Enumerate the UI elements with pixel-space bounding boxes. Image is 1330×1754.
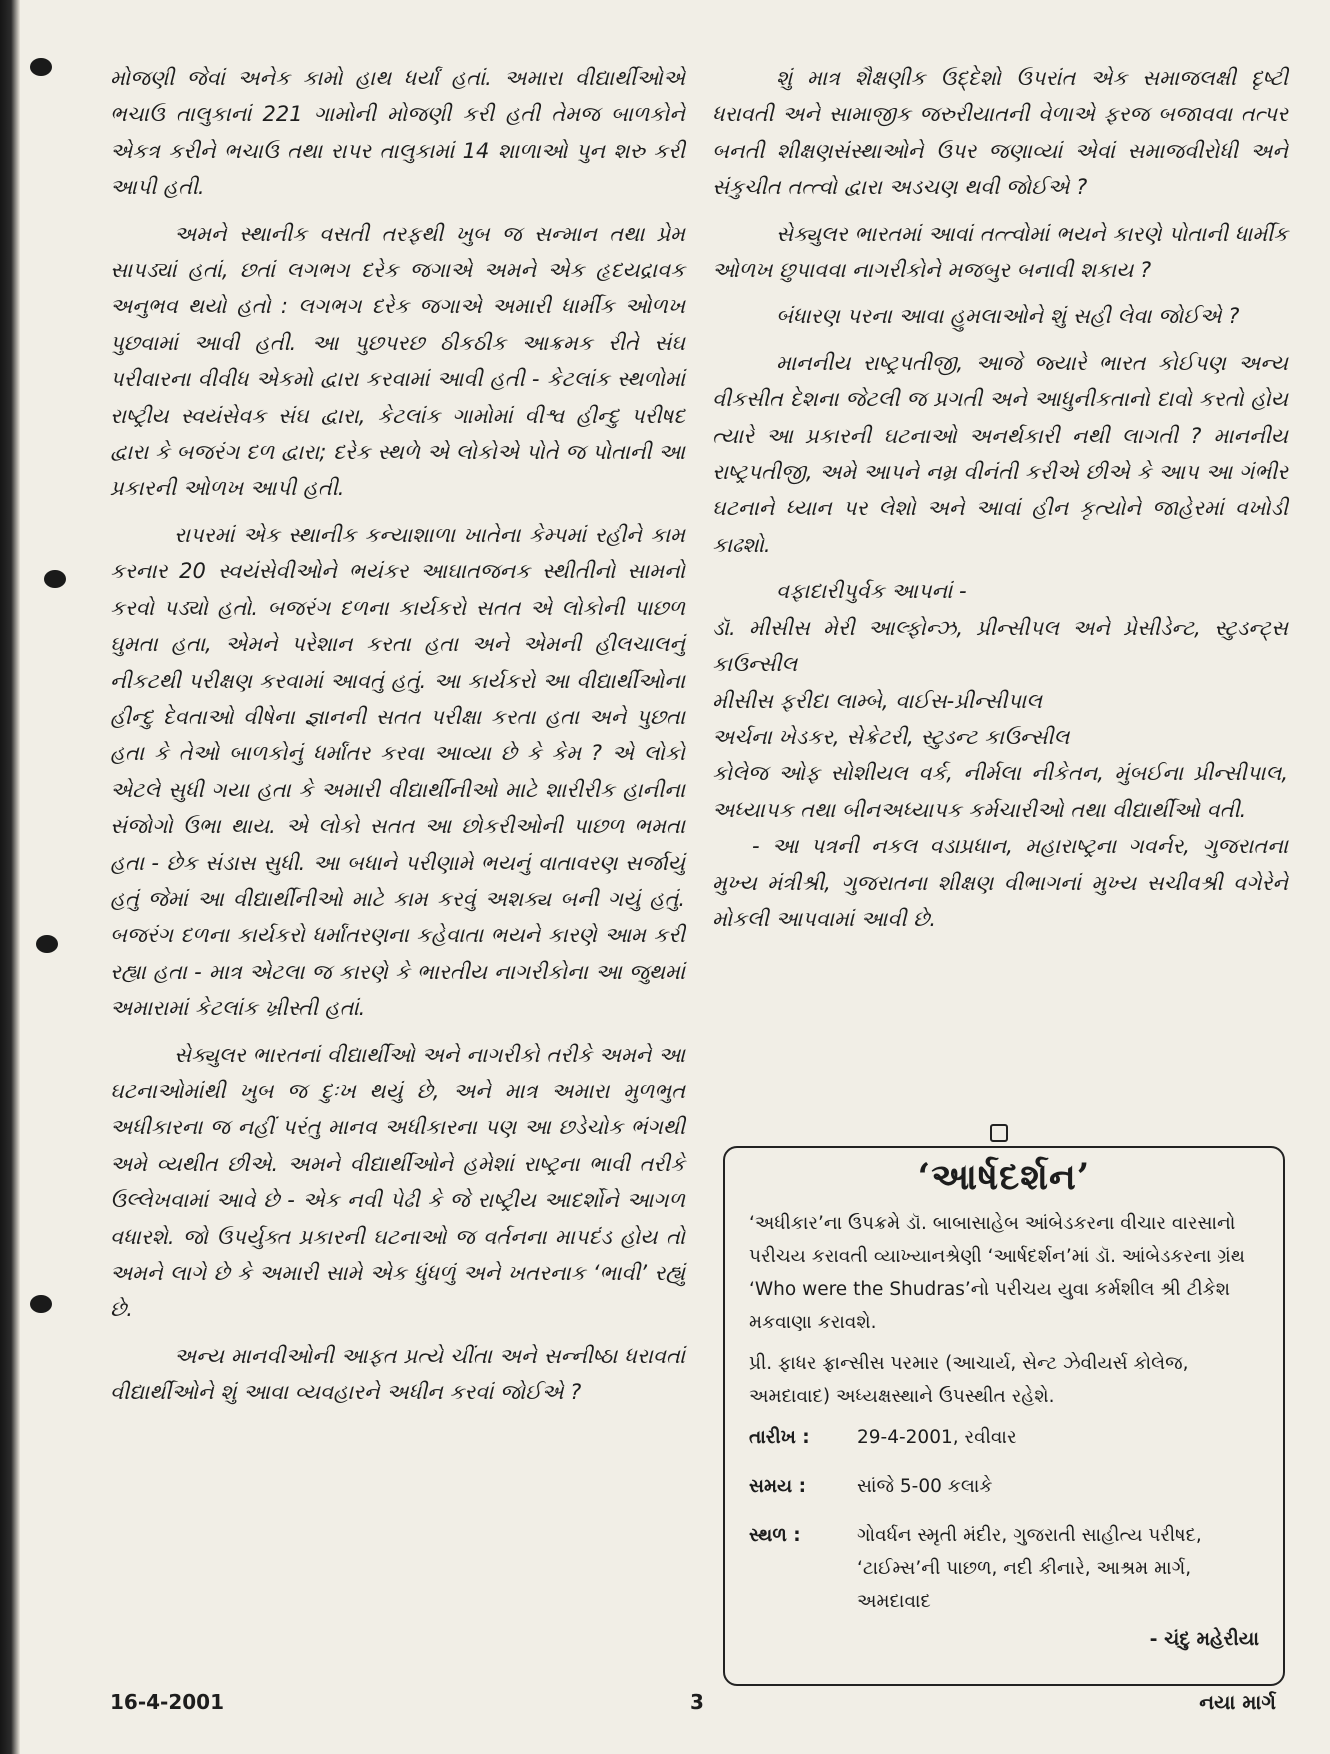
event-date-value: 29-4-2001, રવીવાર [857, 1427, 1017, 1448]
punch-hole-mark [44, 570, 66, 588]
punch-hole-mark [36, 935, 58, 953]
signatory-line: મીસીસ ફરીદા લામ્બે, વાઈસ-પ્રીન્સીપાલ [712, 688, 1043, 713]
page-binding-edge [0, 0, 20, 1754]
event-place-label: સ્થળ : [749, 1525, 801, 1546]
body-paragraph: બંધારણ પરના આવા હુમલાઓને શું સહી લેવા જોઈએ ? [776, 304, 1240, 329]
left-column [110, 60, 685, 1421]
body-paragraph: શું માત્ર શૈક્ષણીક ઉદ્દેશો ઉપરાંત એક સમાજલક્ષી દૃષ્ટી ધરાવતી અને સામાજીક જરુરીયાતની વેળાએ ફરજ બજાવવા તત્પર બનતી શીક્ષણસંસ્થાઓને ઉપર જણાવ્યાં એવાં સમાજવીરોધી અને સંકુચીત તત્ત્વો દ્વારા અડચણ થવી જોઈએ ? [712, 66, 1288, 200]
body-paragraph: અમને સ્થાનીક વસતી તરફથી ખુબ જ સન્માન તથા પ્રેમ સાપડ્યાં હતાં, છતાં લગભગ દરેક જગાએ અમને એક હૃદયદ્રાવક અનુભવ થયો હતો : લગભગ દરેક જગાએ અમારી ધાર્મીક ઓળખ પુછવામાં આવી હતી. આ પુછપરછ ઠીકઠીક આક્રમક રીતે સંઘ પરીવારના વીવીધ એકમો દ્વારા કરવામાં આવી હતી - કેટલાંક સ્થળોમાં રાષ્ટ્રીય સ્વયંસેવક સંઘ દ્વારા, કેટલાંક ગામોમાં વીશ્વ હીન્દુ પરીષદ દ્વારા કે બજરંગ દળ દ્વારા; દરેક સ્થળે એ લોકોએ પોતે જ પોતાની આ પ્રકારની ઓળખ આપી હતી. [110, 221, 685, 501]
issue-date: 16-4-2001 [110, 1690, 225, 1714]
body-paragraph: સેક્યુલર ભારતનાં વીદ્યાર્થીઓ અને નાગરીકો તરીકે અમને આ ઘટનાઓમાંથી ખુબ જ દુઃખ થયું છે, અને માત્ર અમારા મુળભુત અધીકારના જ નહીં પરંતુ માનવ અધીકારના પણ આ છડેચોક ભંગથી અમે વ્યથીત છીએ. અમને વીદ્યાર્થીઓને હમેશાં રાષ્ટ્રના ભાવી તરીકે ઉલ્લેખવામાં આવે છે - એક નવી પેઢી કે જે રાષ્ટ્રીય આદર્શોને આગળ વધારશે. જો ઉપર્યુક્ત પ્રકારની ઘટનાઓ જ વર્તનના માપદંડ હોય તો અમને લાગે છે કે અમારી સામે એક ધુંધળું અને ખતરનાક ‘ભાવી’ રહ્યું છે. [110, 1042, 685, 1322]
punch-hole-mark [30, 1295, 52, 1313]
right-column [712, 60, 1288, 937]
body-paragraph: અન્ય માનવીઓની આફત પ્રત્યે ચીંતા અને સન્નીષ્ઠા ધરાવતાં વીદ્યાર્થીઓને શું આવા વ્યવહારને અધીન કરવાં જોઈએ ? [110, 1343, 685, 1405]
punch-hole-mark [30, 58, 52, 76]
signoff-closing: વફાદારીપુર્વક આપનાં - [776, 579, 967, 604]
announcement-paragraph: ‘અધીકાર’ના ઉપક્રમે ડૉ. બાબાસાહેબ આંબેડકરના વીચાર વારસાનો પરીચય કરાવતી વ્યાખ્યાનશ્રેણી ‘આર્ષદર્શન’માં ડૉ. આંબેડકરના ગ્રંથ ‘Who were the Shudras’નો પરીચય યુવા કર્મશીલ શ્રી ટીકેશ મકવાણા કરાવશે. [749, 1213, 1245, 1333]
body-paragraph: મોજણી જેવાં અનેક કામો હાથ ધર્યાં હતાં. અમારા વીદ્યાર્થીઓએ ભચાઉ તાલુકાનાં 221 ગામોની મોજણી કરી હતી તેમજ બાળકોને એકત્ર કરીને ભચાઉ તથા રાપર તાલુકામાં 14 શાળાઓ પુન શરુ કરી આપી હતી. [110, 66, 685, 200]
announcement-box [723, 1146, 1285, 1686]
event-place-row [749, 1519, 1259, 1618]
event-time-value: સાંજે 5-00 કલાકે [857, 1476, 993, 1497]
event-time-label: સમય : [749, 1476, 807, 1497]
signatory-line: કોલેજ ઓફ સોશીયલ વર્ક, નીર્મલા નીકેતન, મુંબઈના પ્રીન્સીપાલ, અધ્યાપક તથા બીનઅધ્યાપક કર્મચારીઓ તથા વીદ્યાર્થીઓ વતી. [712, 761, 1288, 822]
event-place-value: ગોવર્ધન સ્મૃતી મંદીર, ગુજરાતી સાહીત્ય પરીષદ, ‘ટાઈમ્સ’ની પાછળ, નદી કીનારે, આશ્રમ માર્ગ, અમદાવાદ [857, 1525, 1202, 1612]
publication-name: નયા માર્ગ [1199, 1690, 1276, 1714]
section-end-mark [990, 1124, 1008, 1142]
event-date-label: તારીખ : [749, 1427, 810, 1448]
page-number: 3 [690, 1690, 704, 1714]
body-paragraph: રાપરમાં એક સ્થાનીક કન્યાશાળા ખાતેના કેમ્પમાં રહીને કામ કરનાર 20 સ્વયંસેવીઓને ભયંકર આઘાતજનક સ્થીતીનો સામનો કરવો પડ્યો હતો. બજરંગ દળના કાર્યકરો સતત એ લોકોની પાછળ ઘુમતા હતા, એમને પરેશાન કરતા હતા અને એમની હીલચાલનું નીકટથી પરીક્ષણ કરવામાં આવતું હતું. આ કાર્યકરો આ વીદ્યાર્થીઓના હીન્દુ દેવતાઓ વીષેના જ્ઞાનની સતત પરીક્ષા કરતા હતા અને પુછતા હતા કે તેઓ બાળકોનું ધર્માંતર કરવા આવ્યા છે કે કેમ ? એ લોકો એટલે સુધી ગયા હતા કે અમારી વીદ્યાર્થીનીઓ માટે શારીરીક હાનીના સંજોગો ઉભા થાય. એ લોકો સતત આ છોકરીઓની પાછળ ભમતા હતા - છેક સંડાસ સુધી. આ બધાને પરીણામે ભયનું વાતાવરણ સર્જાયું હતું જેમાં આ વીદ્યાર્થીનીઓ માટે કામ કરવું અશક્ય બની ગયું હતું. બજરંગ દળના કાર્યકરો ધર્માંતરણના કહેવાતા ભયને કારણે આમ કરી રહ્યા હતા - માત્ર એટલા જ કારણે કે ભારતીય નાગરીકોના આ જુથમાં અમારામાં કેટલાંક ખ્રીસ્તી હતાં. [110, 522, 685, 1021]
body-paragraph: માનનીય રાષ્ટ્રપતીજી, આજે જ્યારે ભારત કોઈપણ અન્ય વીકસીત દેશના જેટલી જ પ્રગતી અને આધુનીકતાનો દાવો કરતો હોય ત્યારે આ પ્રકારની ઘટનાઓ અનર્થકારી નથી લાગતી ? માનનીય રાષ્ટ્રપતીજી, અમે આપને નમ્ર વીનંતી કરીએ છીએ કે આપ આ ગંભીર ઘટનાને ધ્યાન પર લેશો અને આવાં હીન કૃત્યોને જાહેરમાં વખોડી કાઢશો. [712, 350, 1288, 557]
letter-signoff [712, 573, 1288, 937]
announcement-signature: - ચંદુ મહેરીયા [1149, 1628, 1259, 1650]
announcement-title: ‘આર્ષદર્શન’ [917, 1156, 1091, 1198]
body-paragraph: સેક્યુલર ભારતમાં આવાં તત્ત્વોમાં ભયને કારણે પોતાની ધાર્મીક ઓળખ છુપાવવા નાગરીકોને મજબુર બનાવી શકાય ? [712, 221, 1288, 283]
event-time-row [749, 1470, 1259, 1503]
page-footer [110, 1690, 1290, 1720]
event-date-row [749, 1421, 1259, 1454]
signatory-line: ડૉ. મીસીસ મેરી આલ્ફોન્ઝ, પ્રીન્સીપલ અને પ્રેસીડેન્ટ, સ્ટુડન્ટ્સ કાઉન્સીલ [712, 615, 1288, 677]
announcement-paragraph: પ્રી. ફાધર ફ્રાન્સીસ પરમાર (આચાર્ય, સેન્ટ ઝેવીયર્સ કોલેજ, અમદાવાદ) અધ્યક્ષસ્થાને ઉપસ્થીત રહેશે. [749, 1353, 1189, 1407]
signatory-line: અર્ચના ખેડકર, સેક્રેટરી, સ્ટુડન્ટ કાઉન્સીલ [712, 724, 1070, 749]
copy-note: - આ પત્રની નકલ વડાપ્રધાન, મહારાષ્ટ્રના ગવર્નર, ગુજરાતના મુખ્ય મંત્રીશ્રી, ગુજરાતના શીક્ષણ વીભાગનાં મુખ્ય સચીવશ્રી વગેરેને મોકલી આપવામાં આવી છે. [712, 834, 1288, 931]
